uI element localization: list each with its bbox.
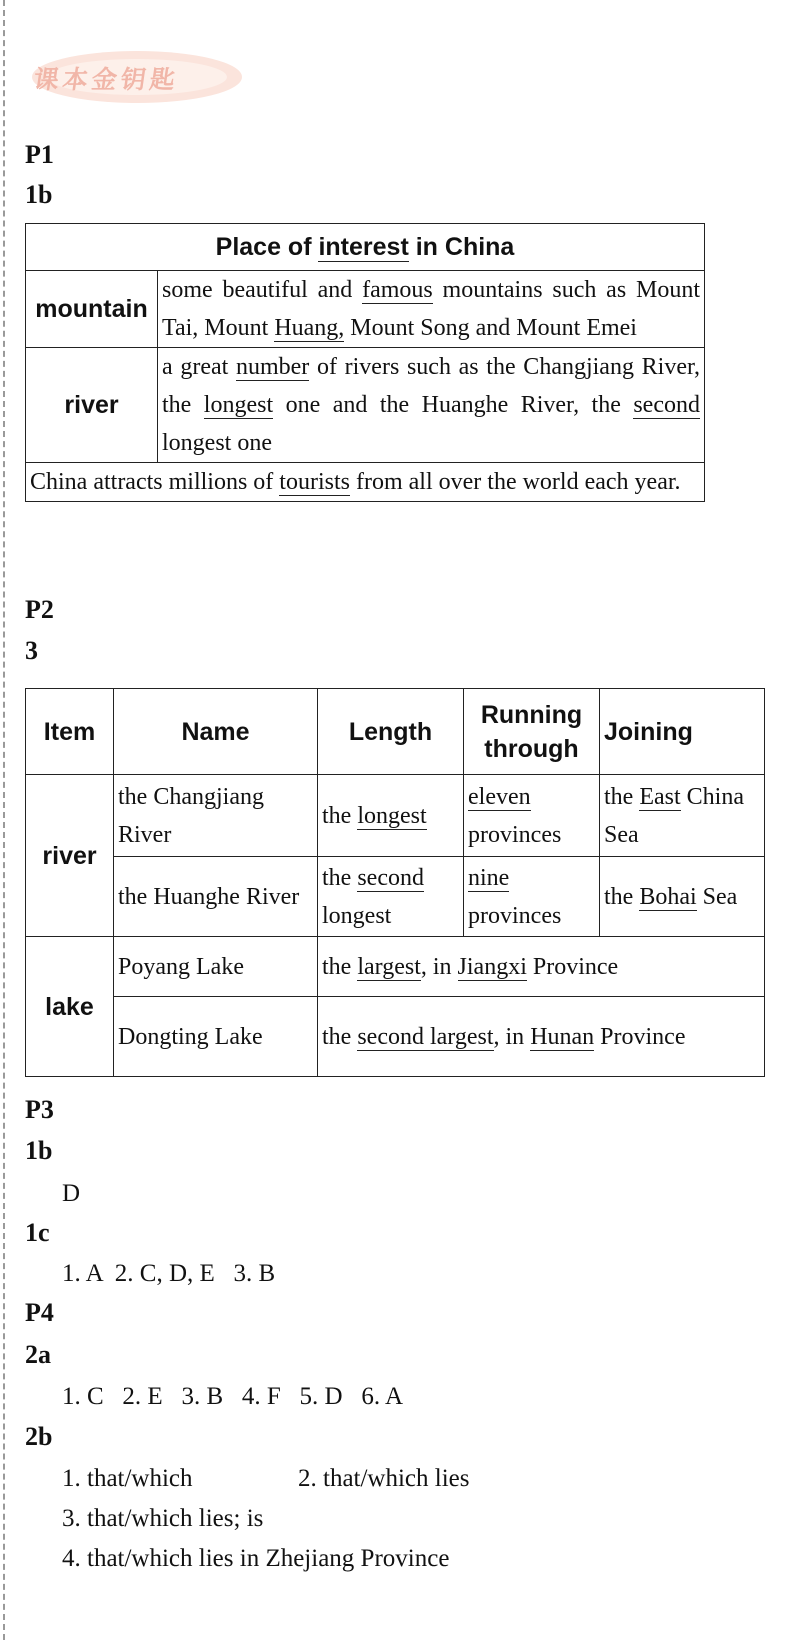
answer-text: 3. that/which lies; is [62,1505,264,1532]
brand-logo-text: 课本金钥匙 [31,65,181,94]
header-running-through: Running through [464,689,600,775]
river-length: the longest [318,775,464,857]
answer-blank: Jiangxi [457,953,527,980]
lake-description: the largest, in Jiangxi Province [318,937,765,997]
answer-text: 1. that/which [62,1465,193,1492]
header-item: Item [26,689,114,775]
river-running-through: eleven provinces [464,775,600,857]
answer-text: 1. A 2. C, D, E 3. B [62,1260,276,1287]
answer-text: D [62,1180,81,1207]
answer-blank: tourists [279,469,350,495]
question-label: 2a [25,1340,51,1369]
header-joining: Joining [600,689,765,775]
answer-text: 1. C 2. E 3. B 4. F 5. D 6. A [62,1383,404,1410]
answer-text: 4. that/which lies in Zhejiang Province [62,1545,450,1572]
river-running-through: nine provinces [464,857,600,937]
lake-name: Poyang Lake [114,937,318,997]
mountain-description: some beautiful and famous mountains such as Mount Tai, Mount Huang, Mount Song and Mount Emei [158,271,705,348]
rivers-lakes-table [25,688,765,1077]
answer-blank: second [357,864,424,891]
question-label: 1b [25,1136,53,1165]
answer-blank: nine [468,864,510,891]
header-length: Length [318,689,464,775]
page-label-p3: P3 [25,1095,54,1124]
table-title: Place of interest in China [26,224,705,271]
answer-blank: famous [362,277,433,303]
river-name: the Huanghe River [114,857,318,937]
page-label-p2: P2 [25,595,54,624]
answer-blank: eleven [468,783,531,810]
answer-blank: longest [203,392,274,418]
header-name: Name [114,689,318,775]
page-label-p1: P1 [25,140,54,169]
row-label-river: river [26,775,114,937]
river-length: the second longest [318,857,464,937]
answer-blank: largest [357,953,421,980]
lake-name: Dongting Lake [114,997,318,1077]
answer-blank: Huang, [274,315,345,341]
answer-blank: second [633,392,700,418]
perforation-line [3,0,5,1640]
question-label: 3 [25,636,38,665]
places-of-interest-table [25,223,705,502]
answer-blank: Hunan [530,1023,595,1050]
row-label-lake: lake [26,937,114,1077]
row-label-river: river [26,348,158,463]
river-joining: the East China Sea [600,775,765,857]
answer-blank: East [639,783,681,810]
answer-blank: number [235,354,310,380]
answer-blank: longest [357,802,427,829]
table-footer: China attracts millions of tourists from all over the world each year. [26,463,705,502]
question-label: 1b [25,180,53,209]
question-label: 1c [25,1218,50,1247]
page-label-p4: P4 [25,1298,54,1327]
answer-blank: Bohai [639,883,697,910]
question-label: 2b [25,1422,53,1451]
river-name: the Changjiang River [114,775,318,857]
answer-text: 2. that/which lies [298,1465,470,1492]
river-joining: the Bohai Sea [600,857,765,937]
row-label-mountain: mountain [26,271,158,348]
lake-description: the second largest, in Hunan Province [318,997,765,1077]
answer-blank: interest [318,233,409,261]
river-description: a great number of rivers such as the Changjiang River, the longest one and the Huanghe River, the second longest one [158,348,705,463]
answer-blank: second largest [357,1023,494,1050]
